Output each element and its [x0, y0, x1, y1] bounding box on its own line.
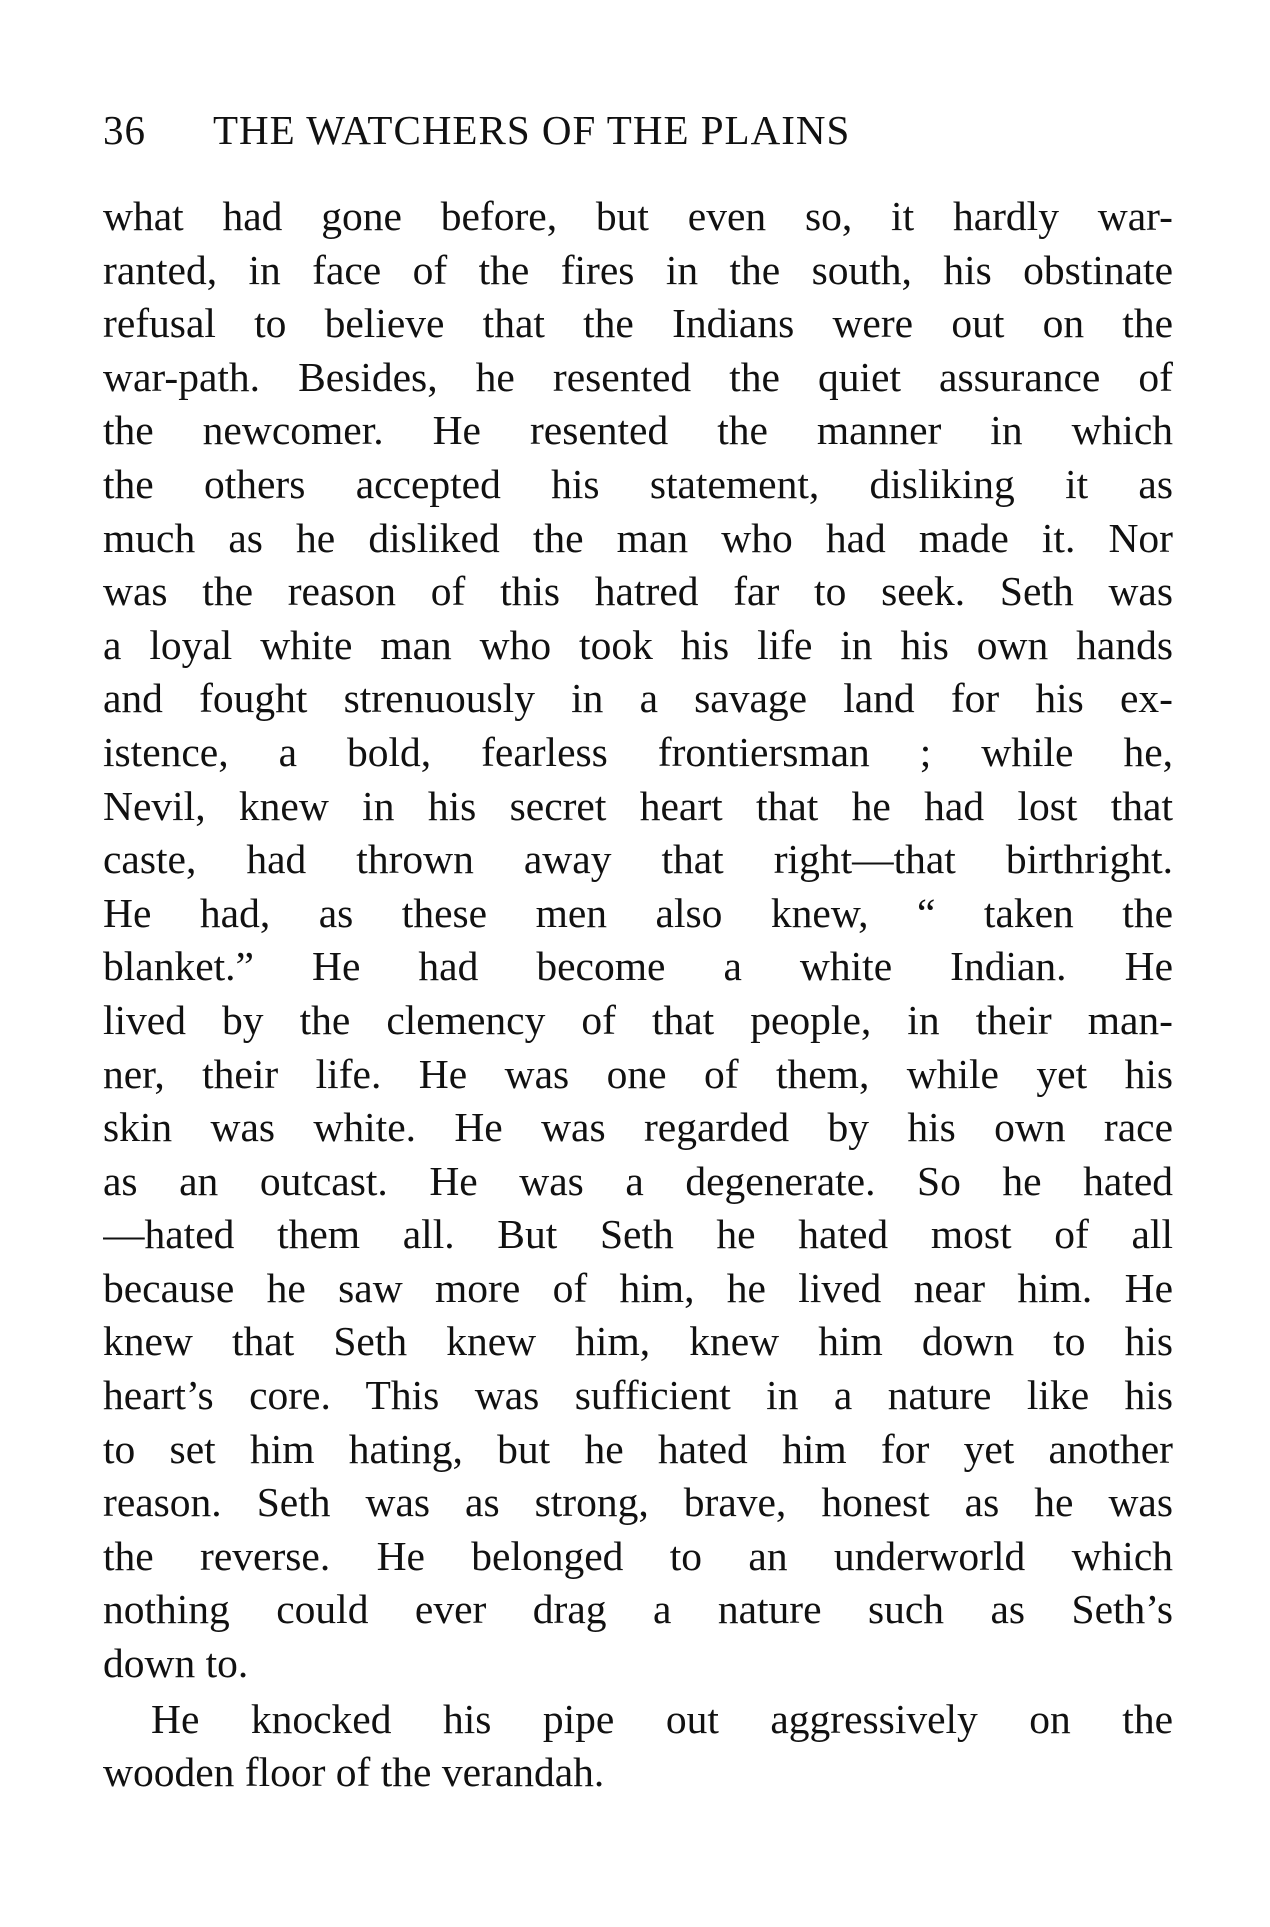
text-line: as an outcast. He was a degenerate. So he hated [103, 1157, 1173, 1204]
running-head [103, 100, 1173, 160]
page-number: 36 [103, 107, 146, 153]
text-line: refusal to believe that the Indians were out on the [103, 300, 1173, 347]
text-line: the reverse. He belonged to an underworld which [103, 1532, 1173, 1579]
text-line: —hated them all. But Seth he hated most of all [103, 1211, 1173, 1258]
text-line: skin was white. He was regarded by his own race [103, 1104, 1173, 1151]
text-line: lived by the clemency of that people, in their man- [103, 996, 1173, 1043]
text-line: was the reason of this hatred far to seek. Seth was [103, 568, 1173, 615]
text-line: the others accepted his statement, disliking it as [103, 460, 1173, 507]
text-line: to set him hating, but he hated him for yet another [103, 1425, 1173, 1472]
text-line: He knocked his pipe out aggressively on the [151, 1695, 1173, 1742]
paragraph-1 [103, 190, 1173, 1691]
text-line: heart’s core. This was sufficient in a nature like his [103, 1372, 1173, 1419]
text-line: ranted, in face of the fires in the south, his obstinate [103, 246, 1173, 293]
text-line: a loyal white man who took his life in his own hands [103, 621, 1173, 668]
text-line: and fought strenuously in a savage land for his ex- [103, 675, 1173, 722]
text-line: wooden floor of the verandah. [103, 1749, 605, 1796]
text-line: knew that Seth knew him, knew him down to his [103, 1318, 1173, 1365]
text-line: down to. [103, 1640, 249, 1687]
text-line: the newcomer. He resented the manner in which [103, 407, 1173, 454]
running-title: THE WATCHERS OF THE PLAINS [213, 107, 851, 153]
text-line: nothing could ever drag a nature such as Seth’s [103, 1586, 1173, 1633]
text-line: caste, had thrown away that right—that birthright. [103, 836, 1173, 883]
text-line: Nevil, knew in his secret heart that he had lost that [103, 782, 1173, 829]
text-line: reason. Seth was as strong, brave, honest as he was [103, 1479, 1173, 1526]
text-line: much as he disliked the man who had made it. Nor [103, 514, 1173, 561]
paragraph-2 [103, 1693, 1173, 1800]
text-line: He had, as these men also knew, “ taken the [103, 889, 1173, 936]
text-line: ner, their life. He was one of them, while yet his [103, 1050, 1173, 1097]
text-line: war-path. Besides, he resented the quiet assurance of [103, 353, 1173, 400]
text-line: blanket.” He had become a white Indian. He [103, 943, 1173, 990]
text-line: because he saw more of him, he lived near him. He [103, 1264, 1173, 1311]
body-text [103, 190, 1173, 1800]
text-line: what had gone before, but even so, it hardly war- [103, 193, 1173, 239]
text-line: istence, a bold, fearless frontiersman ; while he, [103, 728, 1173, 775]
